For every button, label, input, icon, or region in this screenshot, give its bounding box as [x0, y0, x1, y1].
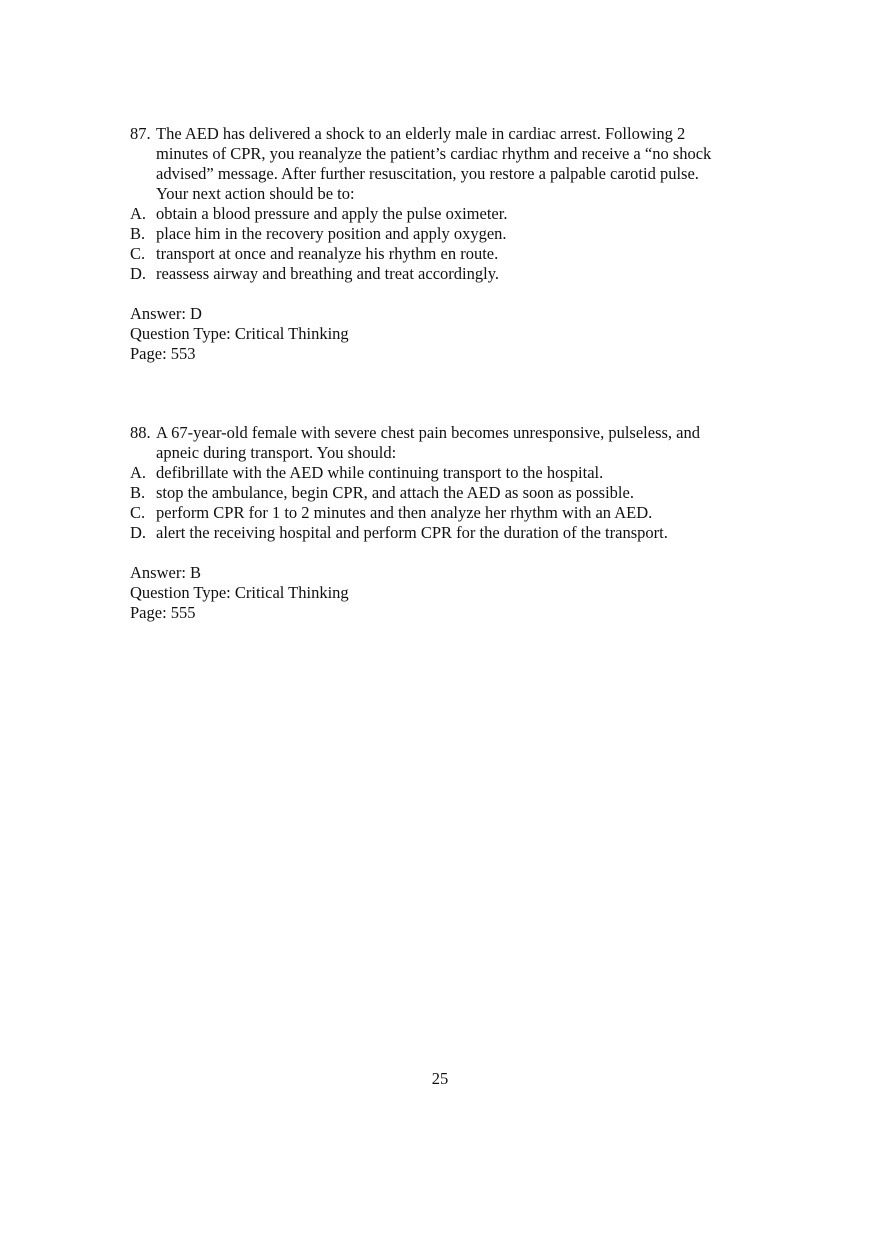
option-letter: A. — [130, 463, 147, 482]
question-88 — [130, 423, 770, 623]
stem-line: A 67-year-old female with severe chest pain becomes unresponsive, pulseless, and — [156, 423, 701, 442]
question-type-line: Question Type: Critical Thinking — [130, 583, 349, 602]
question-stem — [130, 423, 770, 463]
page-number: 25 — [431, 1069, 449, 1088]
option-text: stop the ambulance, begin CPR, and attach the AED as soon as possible. — [156, 483, 634, 502]
option-d — [130, 264, 770, 284]
stem-line: advised” message. After further resuscitation, you restore a palpable carotid pulse. — [156, 164, 699, 183]
option-letter: C. — [130, 244, 146, 263]
option-b — [130, 483, 770, 503]
stem-line: apneic during transport. You should: — [156, 443, 397, 462]
question-type-line: Question Type: Critical Thinking — [130, 324, 349, 343]
option-text: alert the receiving hospital and perform CPR for the duration of the transport. — [156, 523, 668, 542]
option-text: obtain a blood pressure and apply the pulse oximeter. — [156, 204, 508, 223]
option-d — [130, 523, 770, 543]
stem-line: minutes of CPR, you reanalyze the patient’s cardiac rhythm and receive a “no shock — [156, 144, 712, 163]
answer-line: Answer: D — [130, 304, 202, 323]
option-c — [130, 244, 770, 264]
option-letter: D. — [130, 523, 147, 542]
page-reference-line: Page: 555 — [130, 603, 196, 622]
stem-line: The AED has delivered a shock to an elderly male in cardiac arrest. Following 2 — [156, 124, 686, 143]
stem-line: Your next action should be to: — [156, 184, 355, 203]
question-meta — [130, 304, 770, 364]
option-b — [130, 224, 770, 244]
option-a — [130, 463, 770, 483]
page-reference-line: Page: 553 — [130, 344, 196, 363]
question-stem — [130, 124, 770, 204]
option-text: perform CPR for 1 to 2 minutes and then analyze her rhythm with an AED. — [156, 503, 653, 522]
option-letter: B. — [130, 483, 146, 502]
question-number: 87. — [130, 124, 151, 143]
option-letter: C. — [130, 503, 146, 522]
option-text: defibrillate with the AED while continuing transport to the hospital. — [156, 463, 604, 482]
option-letter: D. — [130, 264, 147, 283]
option-c — [130, 503, 770, 523]
question-87 — [130, 124, 770, 364]
answer-options — [130, 463, 770, 543]
option-text: transport at once and reanalyze his rhythm en route. — [156, 244, 499, 263]
option-a — [130, 204, 770, 224]
question-number: 88. — [130, 423, 151, 442]
question-meta — [130, 563, 770, 623]
option-text: place him in the recovery position and apply oxygen. — [156, 224, 507, 243]
answer-options — [130, 204, 770, 284]
option-letter: B. — [130, 224, 146, 243]
option-text: reassess airway and breathing and treat accordingly. — [156, 264, 499, 283]
answer-line: Answer: B — [130, 563, 202, 582]
option-letter: A. — [130, 204, 147, 223]
